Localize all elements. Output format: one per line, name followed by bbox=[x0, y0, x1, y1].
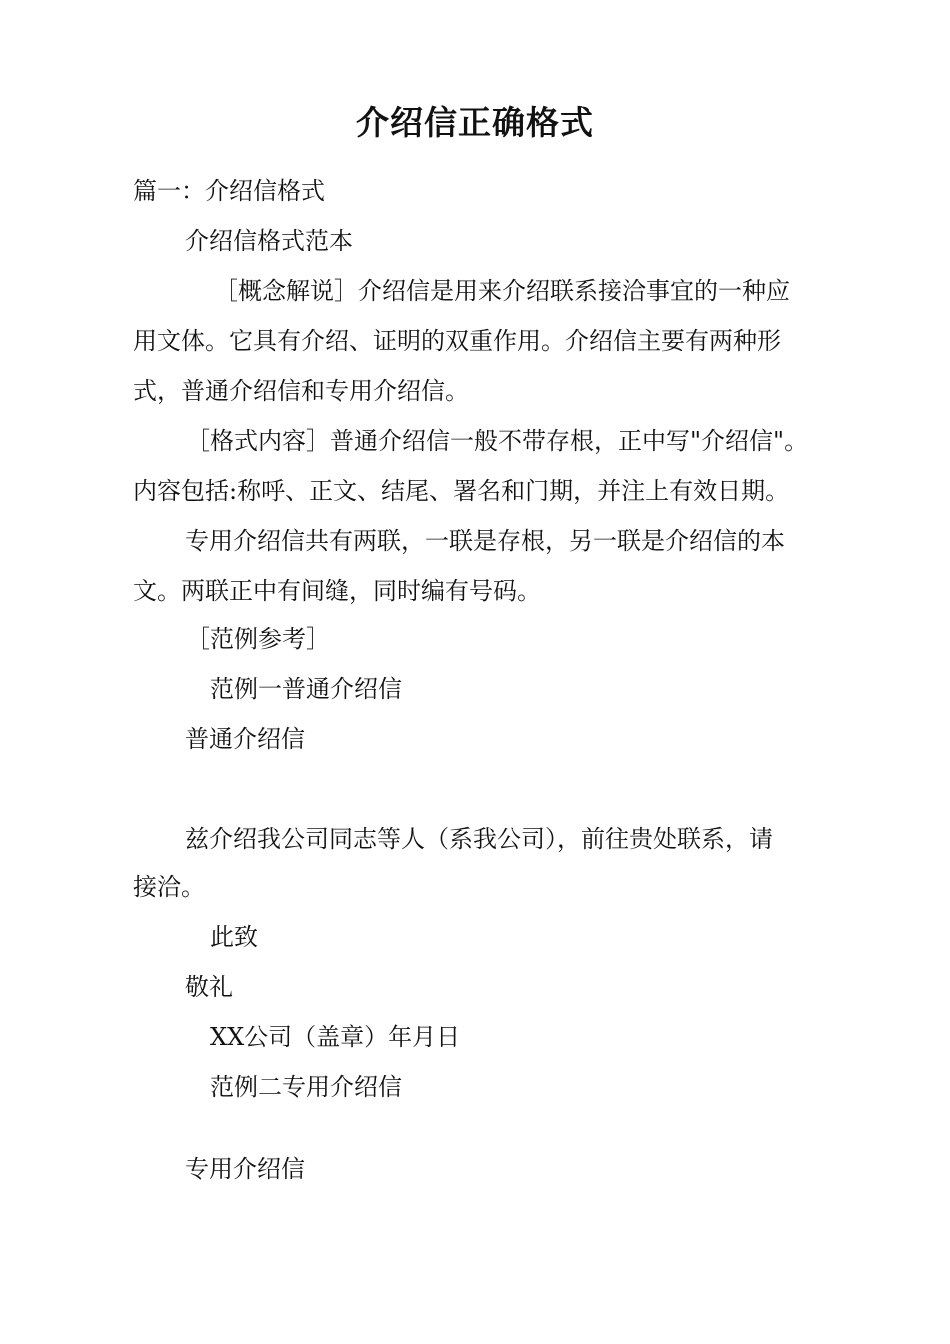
paragraph-line: 此致 bbox=[210, 923, 258, 951]
paragraph-line: 介绍信格式范本 bbox=[185, 227, 353, 255]
document-title: 介绍信正确格式 bbox=[356, 103, 594, 142]
paragraph-line: 普通介绍信 bbox=[185, 725, 305, 753]
paragraph-line: ［概念解说］介绍信是用来介绍联系接洽事宜的一种应 bbox=[214, 277, 790, 305]
paragraph-line: 专用介绍信共有两联，一联是存根，另一联是介绍信的本 bbox=[185, 527, 785, 555]
paragraph-line: 专用介绍信 bbox=[185, 1155, 305, 1183]
paragraph-line: ［格式内容］普通介绍信一般不带存根，正中写"介绍信"。 bbox=[186, 427, 809, 455]
paragraph-line: 文。两联正中有间缝，同时编有号码。 bbox=[133, 577, 541, 605]
paragraph-line: 兹介绍我公司同志等人（系我公司），前往贵处联系，请 bbox=[185, 825, 773, 853]
paragraph-line: 范例二专用介绍信 bbox=[210, 1073, 402, 1101]
paragraph-line: ［范例参考］ bbox=[186, 625, 330, 653]
paragraph-line: 范例一普通介绍信 bbox=[210, 675, 402, 703]
section-heading: 篇一：介绍信格式 bbox=[133, 177, 325, 205]
paragraph-line: 用文体。它具有介绍、证明的双重作用。介绍信主要有两种形 bbox=[133, 327, 781, 355]
paragraph-line: 式，普通介绍信和专用介绍信。 bbox=[133, 377, 469, 405]
paragraph-line: 敬礼 bbox=[185, 973, 233, 1001]
paragraph-line: XX公司（盖章）年月日 bbox=[210, 1023, 461, 1051]
paragraph-line: 内容包括:称呼、正文、结尾、署名和门期，并注上有效日期。 bbox=[133, 477, 790, 505]
paragraph-line: 接洽。 bbox=[133, 873, 205, 901]
